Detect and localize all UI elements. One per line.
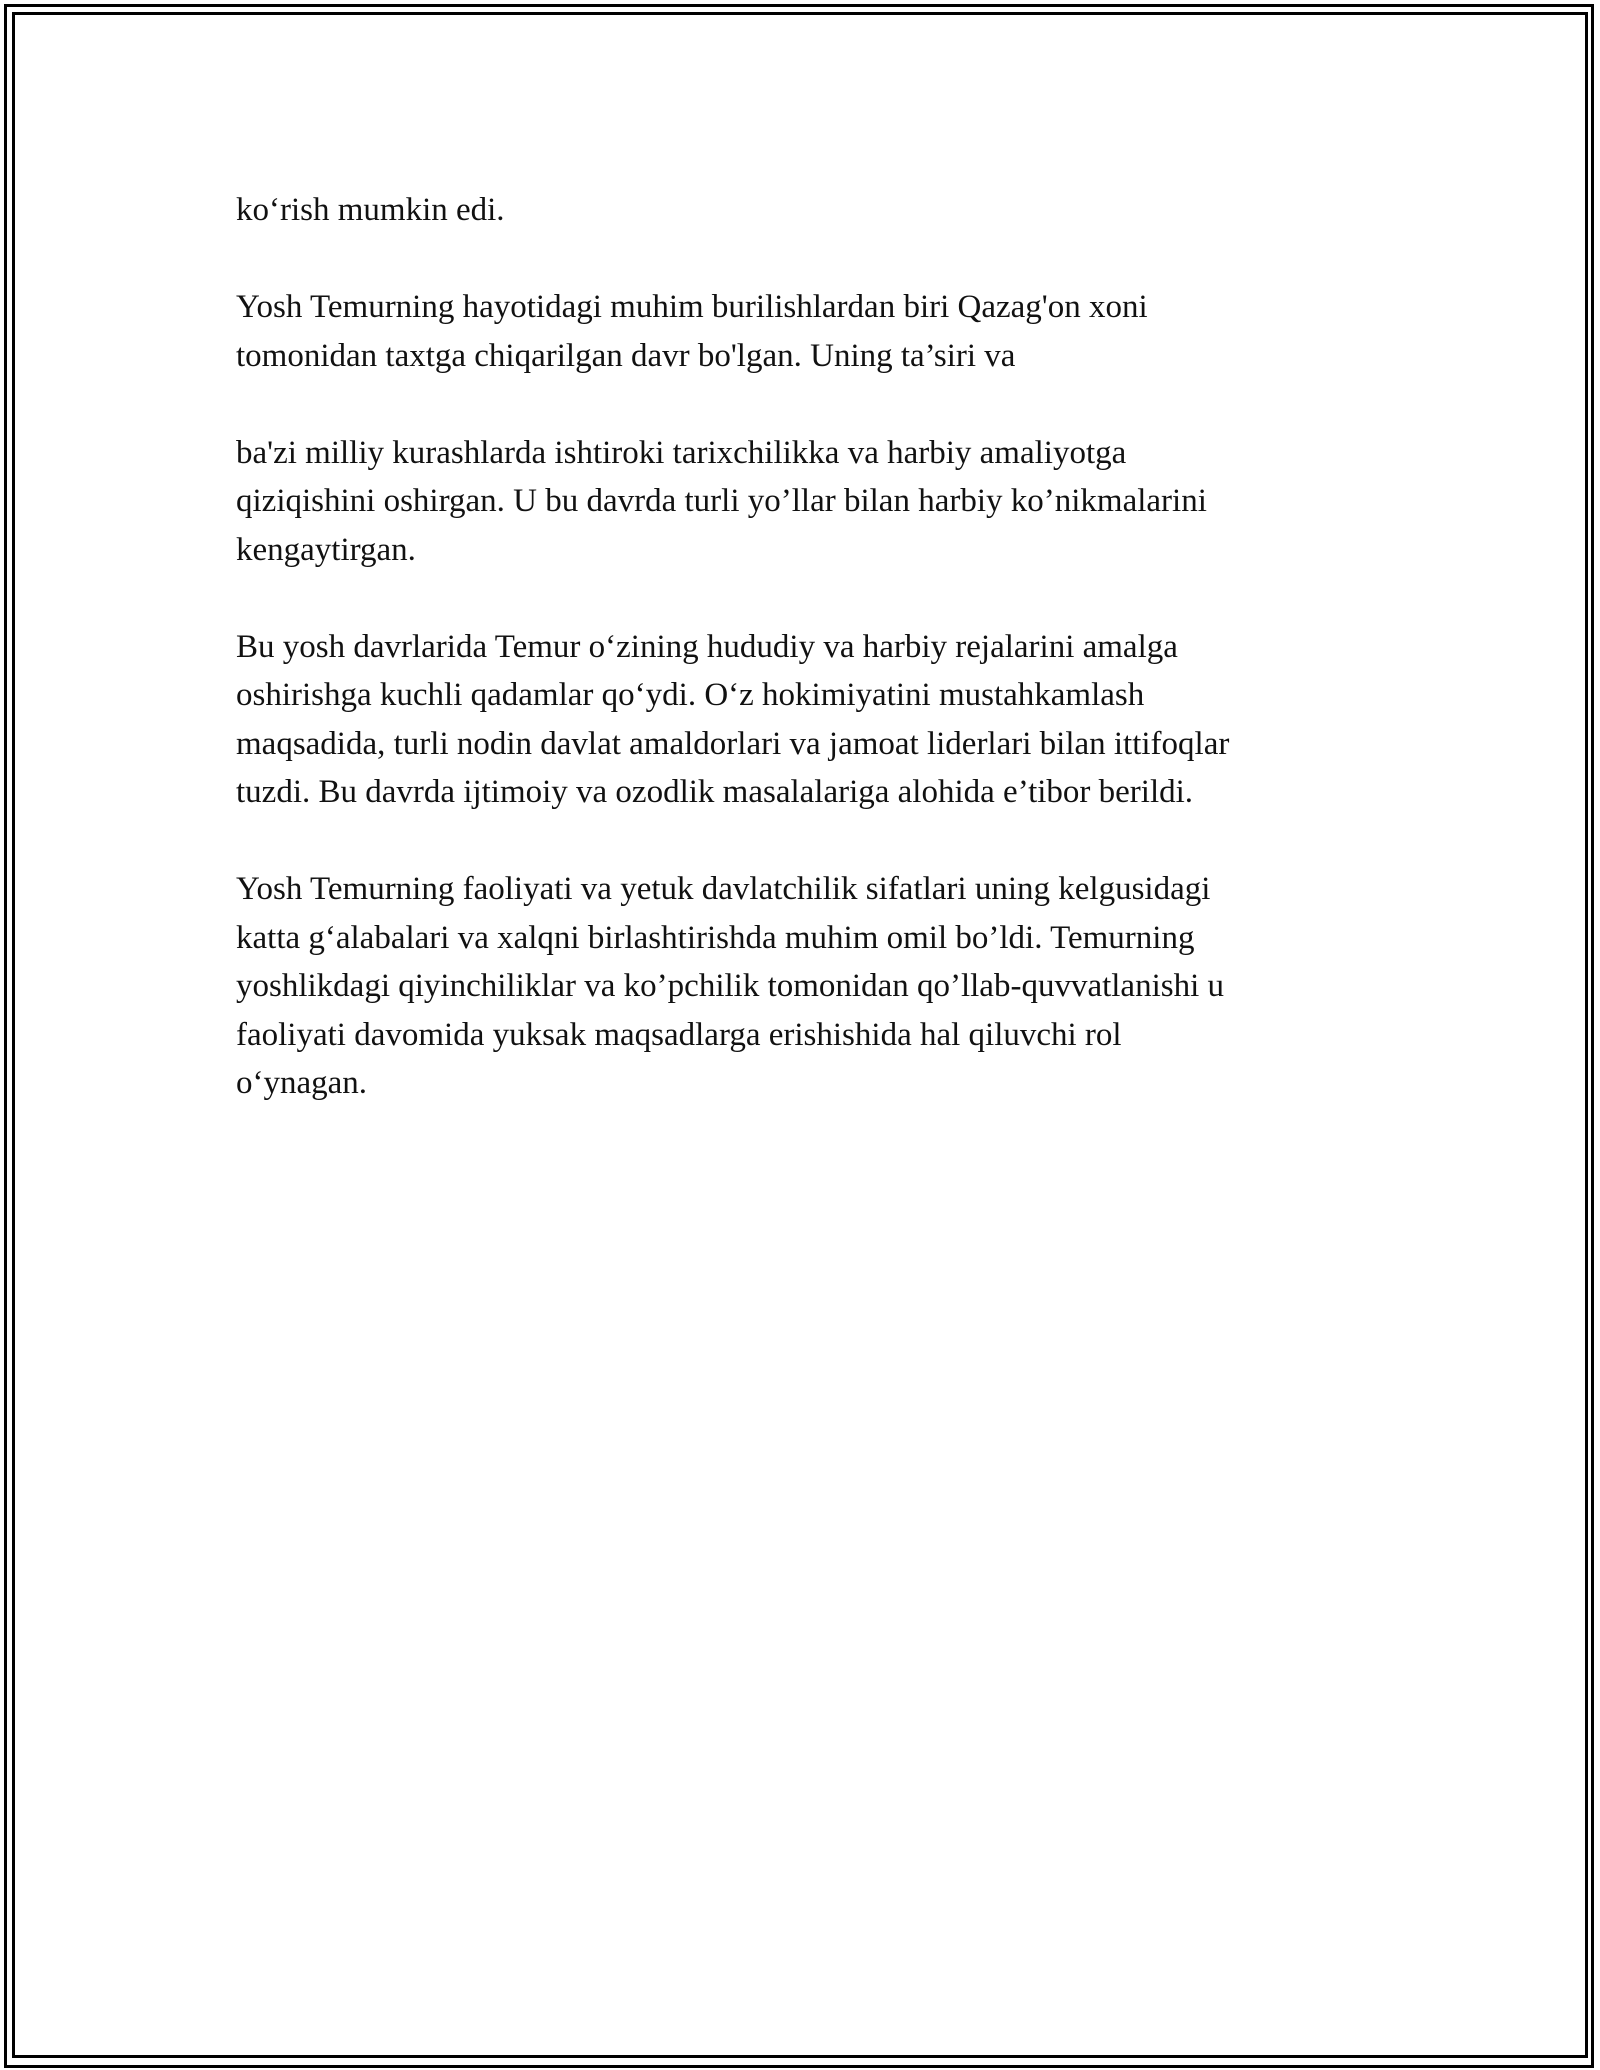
text-line: o‘ynagan. <box>236 1065 368 1101</box>
paragraph-4 <box>236 623 1366 817</box>
text-line: ko‘rish mumkin edi. <box>236 192 505 228</box>
text-line: qiziqishini oshirgan. U bu davrda turli yo’llar bilan harbiy ko’nikmalarini <box>236 483 1207 519</box>
paragraph-1 <box>236 186 1366 235</box>
document-body <box>236 186 1366 1156</box>
text-line: tuzdi. Bu davrda ijtimoiy va ozodlik masalalariga alohida e’tibor berildi. <box>236 774 1194 810</box>
paragraph-5 <box>236 865 1366 1108</box>
paragraph-2 <box>236 283 1366 380</box>
text-line: katta g‘alabalari va xalqni birlashtirishda muhim omil bo’ldi. Temurning <box>236 919 1195 956</box>
text-line: Bu yosh davrlarida Temur o‘zining hududiy va harbiy rejalarini amalga <box>236 628 1178 665</box>
text-line: yoshlikdagi qiyinchiliklar va ko’pchilik tomonidan qo’llab-quvvatlanishi u <box>236 968 1225 1004</box>
text-line: Yosh Temurning faoliyati va yetuk davlatchilik sifatlari uning kelgusidagi <box>236 871 1211 907</box>
text-line: faoliyati davomida yuksak maqsadlarga erishishida hal qiluvchi rol <box>236 1016 1122 1053</box>
text-line: maqsadida, turli nodin davlat amaldorlari va jamoat liderlari bilan ittifoqlar <box>236 725 1230 762</box>
text-line: tomonidan taxtga chiqarilgan davr bo'lgan. Uning ta’siri va <box>236 337 1016 374</box>
text-line: Yosh Temurning hayotidagi muhim burilishlardan biri Qazag'on xoni <box>236 289 1148 325</box>
text-line: kengaytirgan. <box>236 531 416 568</box>
text-line: oshirishga kuchli qadamlar qo‘ydi. O‘z hokimiyatini mustahkamlash <box>236 677 1145 713</box>
paragraph-3 <box>236 429 1366 575</box>
text-line: ba'zi milliy kurashlarda ishtiroki tarixchilikka va harbiy amaliyotga <box>236 434 1127 471</box>
